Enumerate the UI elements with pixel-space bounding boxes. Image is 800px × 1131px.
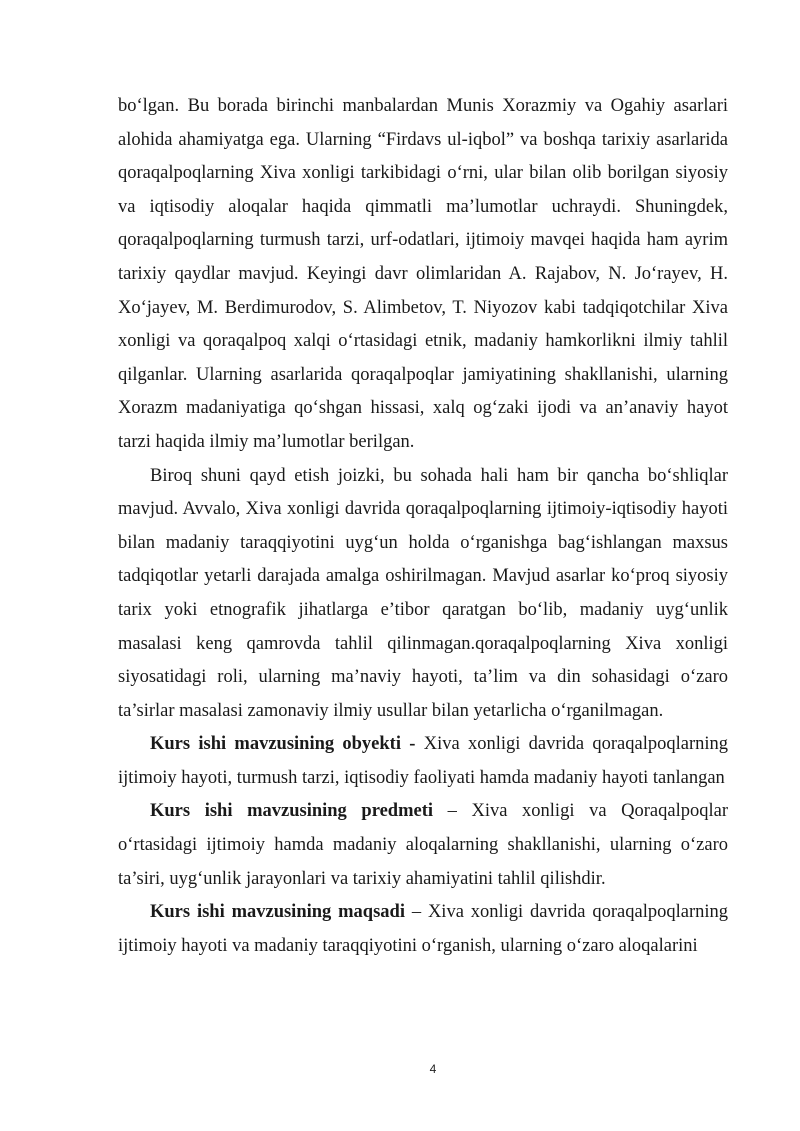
paragraph-object	[118, 728, 728, 795]
paragraph-sources: bo‘lgan. Bu borada birinchi manbalardan Munis Xorazmiy va Ogahiy asarlari alohida ahamiyatga ega. Ularning “Firdavs ul-iqbol” va boshqa tarixiy asarlarida qoraqalpoqlarning Xiva xonligi tarkibidagi o‘rni, ular bilan olib borilgan siyosiy va iqtisodiy aloqalar haqida qimmatli ma’lumotlar uchraydi. Shuningdek, qoraqalpoqlarning turmush tarzi, urf-odatlari, ijtimoiy mavqei haqida ham ayrim tarixiy qaydlar mavjud. Keyingi davr olimlaridan A. Rajabov, N. Jo‘rayev, H. Xo‘jayev, M. Berdimurodov, S. Alimbetov, T. Niyozov kabi tadqiqotchilar Xiva xonligi va qoraqalpoq xalqi o‘rtasidagi etnik, madaniy hamkorlikni ilmiy tahlil qilganlar. Ularning asarlarida qoraqalpoqlar jamiyatining shakllanishi, ularning Xorazm madaniyatiga qo‘shgan hissasi, xalq og‘zaki ijodi va an’anaviy hayot tarzi haqida ilmiy ma’lumotlar berilgan.	[118, 96, 728, 452]
subject-heading: Kurs ishi mavzusining predmeti	[150, 801, 433, 822]
paragraph-subject	[118, 795, 728, 896]
document-page	[118, 90, 728, 963]
page-number: 4	[429, 1062, 437, 1076]
goal-heading: Kurs ishi mavzusining maqsadi	[150, 902, 405, 923]
subject-text: – Xiva xonligi va Qoraqalpoqlar o‘rtasidagi ijtimoiy hamda madaniy aloqalarning shakllanishi, ularning o‘zaro ta’siri, uyg‘unlik jarayonlari va tarixiy ahamiyatini tahlil qilishdir.	[118, 801, 728, 889]
object-heading: Kurs ishi mavzusining obyekti -	[150, 734, 424, 755]
object-text: Xiva xonligi davrida qoraqalpoqlarning ijtimoiy hayoti, turmush tarzi, iqtisodiy faoliyati hamda madaniy hayoti tanlangan	[118, 734, 729, 788]
paragraph-goal	[118, 896, 728, 963]
paragraph-research-gaps: Biroq shuni qayd etish joizki, bu sohada hali ham bir qancha bo‘shliqlar mavjud. Avvalo, Xiva xonligi davrida qoraqalpoqlarning ijtimoiy-iqtisodiy hayoti bilan madaniy taraqqiyotini uyg‘un holda o‘rganishga bag‘ishlangan maxsus tadqiqotlar yetarli darajada amalga oshirilmagan. Mavjud asarlar ko‘proq siyosiy tarix yoki etnografik jihatlarga e’tibor qaratgan bo‘lib, madaniy uyg‘unlik masalasi keng qamrovda tahlil qilinmagan.qoraqalpoqlarning Xiva xonligi siyosatidagi roli, ularning ma’naviy hayoti, ta’lim va din sohasidagi o‘zaro ta’sirlar masalasi zamonaviy ilmiy usullar bilan yetarlicha o‘rganilmagan.	[118, 465, 728, 721]
goal-text: – Xiva xonligi davrida qoraqalpoqlarning ijtimoiy hayoti va madaniy taraqqiyotini o‘rganish, ularning o‘zaro aloqalarini	[118, 902, 728, 956]
